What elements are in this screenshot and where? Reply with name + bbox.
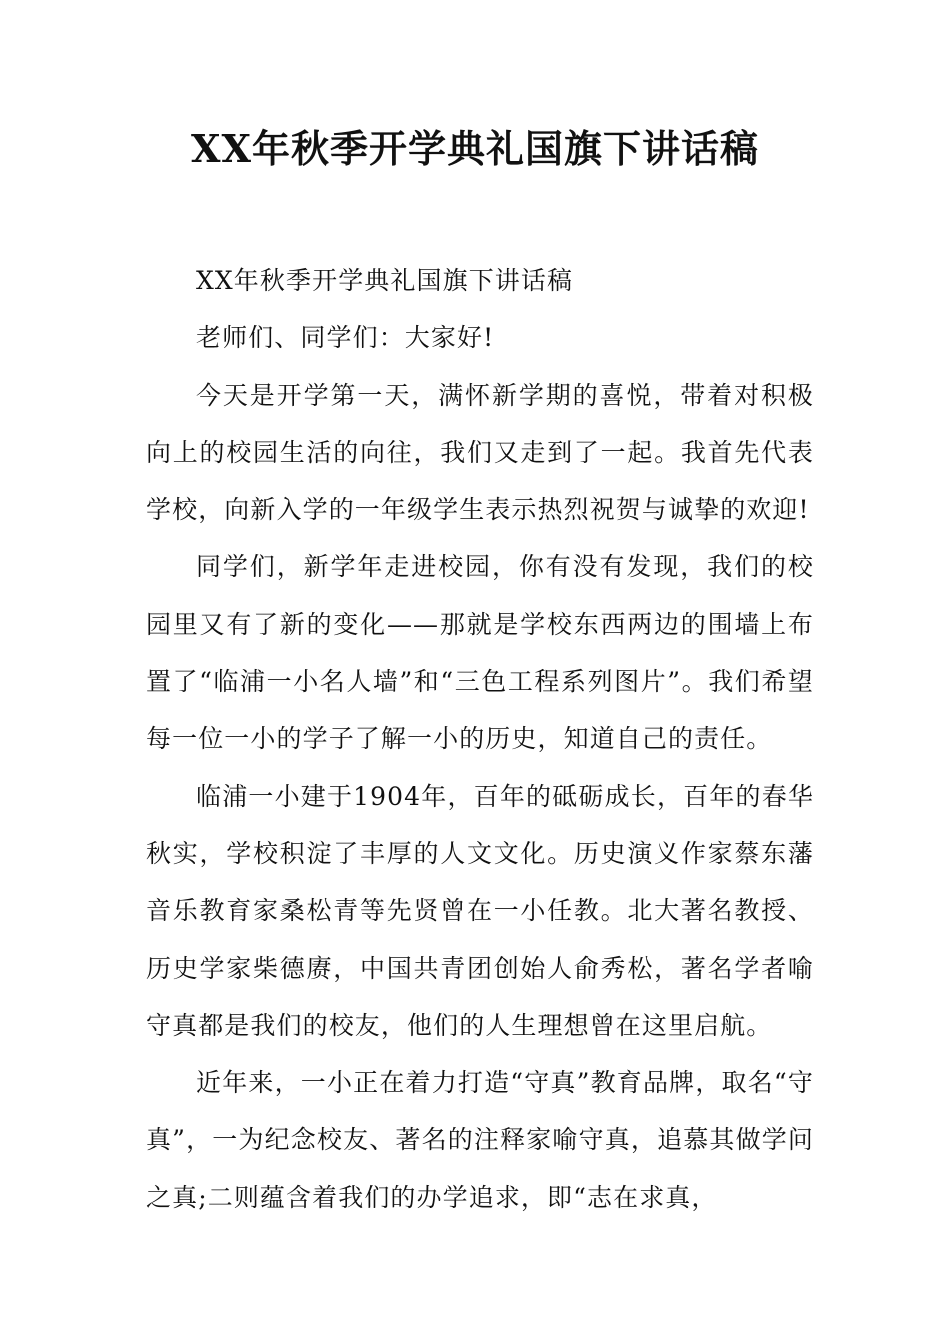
document-title: XX年秋季开学典礼国旗下讲话稿 <box>191 126 759 171</box>
paragraph-1: 今天是开学第一天，满怀新学期的喜悦，带着对积极向上的校园生活的向往，我们又走到了一起。我首先代表学校，向新入学的一年级学生表示热烈祝贺与诚挚的欢迎! <box>146 380 814 525</box>
paragraph-subtitle: XX年秋季开学典礼国旗下讲话稿 <box>196 266 574 295</box>
paragraph-3: 临浦一小建于1904年，百年的砥砺成长，百年的春华秋实，学校积淀了丰厚的人文文化。历史演义作家蔡东藩音乐教育家桑松青等先贤曾在一小任教。北大著名教授、历史学家柴德赓，中国共青团创始人俞秀松，著名学者喻守真都是我们的校友，他们的人生理想曾在这里启航。 <box>146 781 814 1040</box>
document-body <box>146 252 814 1226</box>
paragraph-4: 近年来，一小正在着力打造“守真”教育品牌，取名“守真”，一为纪念校友、著名的注释家喻守真，追慕其做学问之真;二则蕴含着我们的办学追求，即“志在求真， <box>146 1068 814 1212</box>
paragraph-2: 同学们，新学年走进校园，你有没有发现，我们的校园里又有了新的变化——那就是学校东西两边的围墙上布置了“临浦一小名人墙”和“三色工程系列图片”。我们希望每一位一小的学子了解一小的历史，知道自己的责任。 <box>146 552 814 754</box>
paragraph-greeting: 老师们、同学们：大家好! <box>196 323 495 353</box>
